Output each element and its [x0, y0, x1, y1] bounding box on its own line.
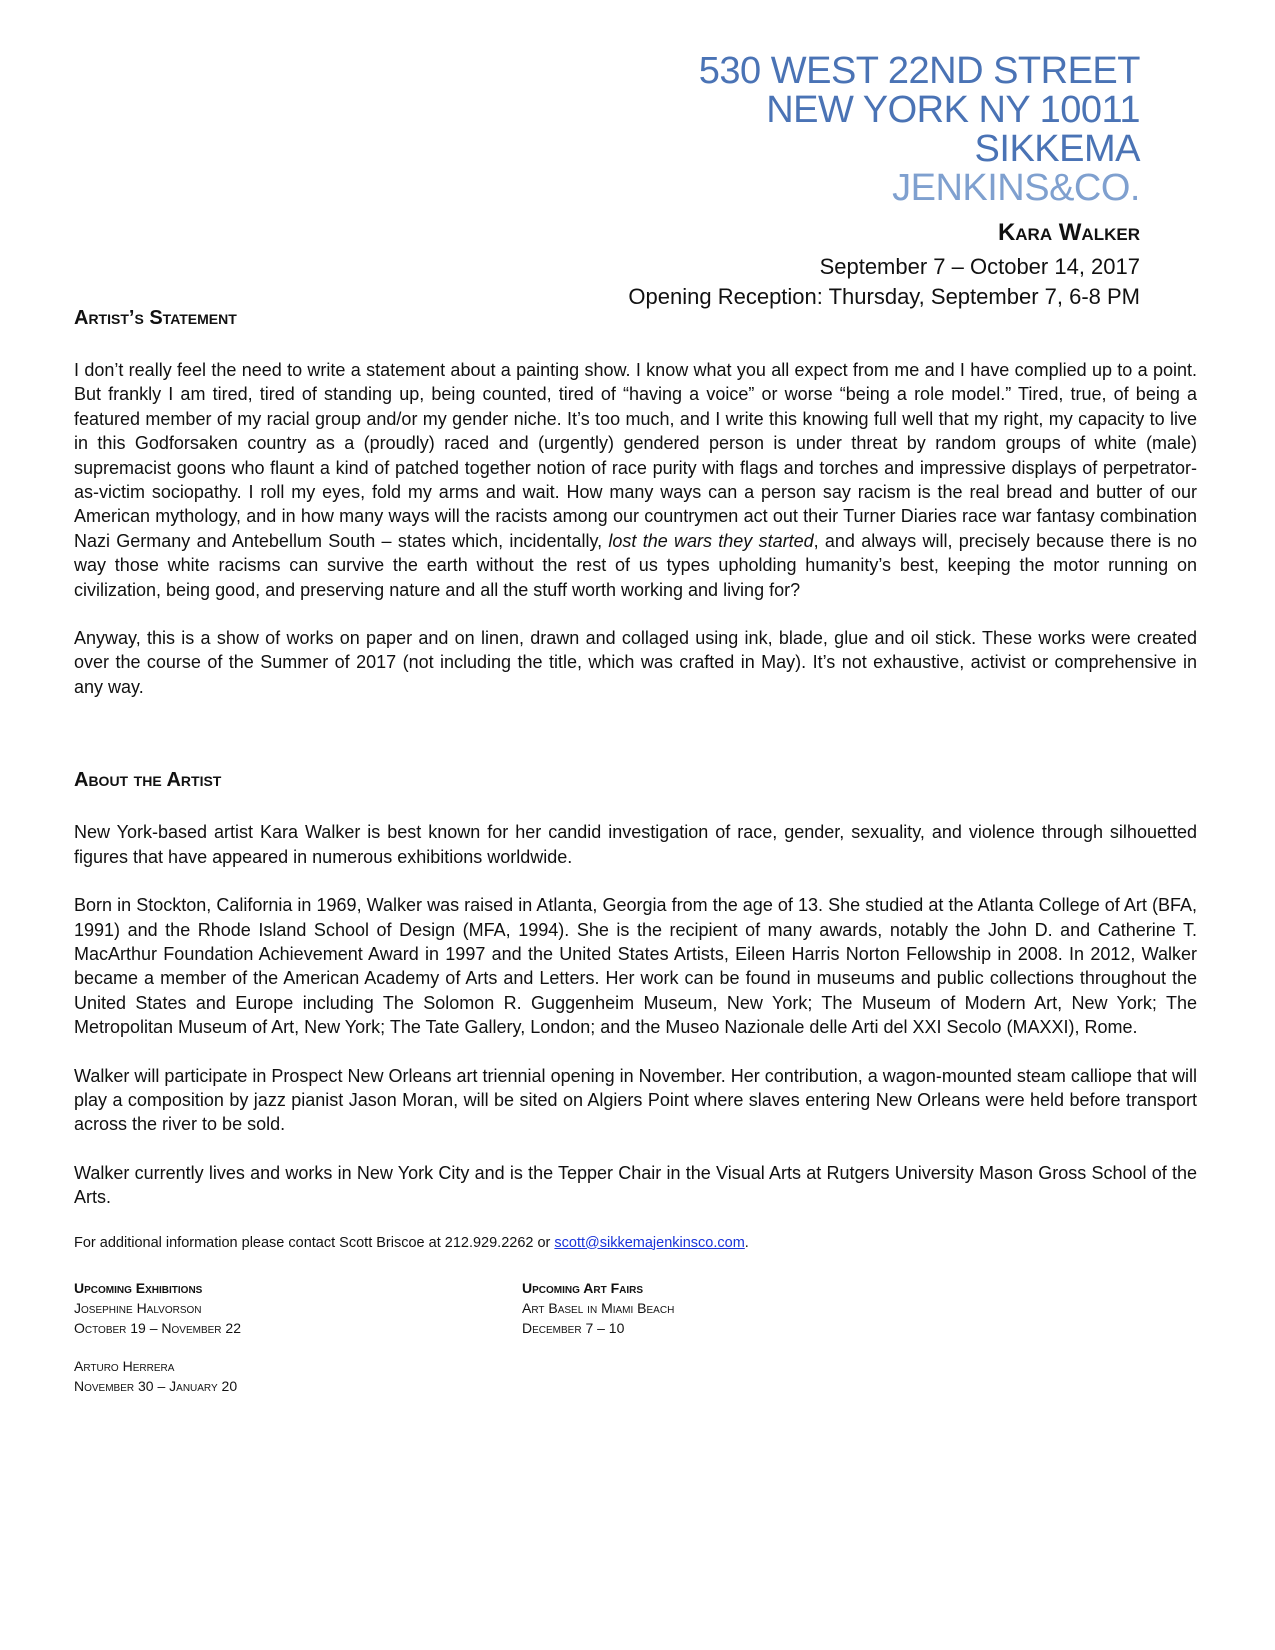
exhibition-name: Arturo Herrera — [74, 1357, 175, 1374]
address-line-1: 530 WEST 22ND STREET — [698, 50, 1140, 92]
gallery-name-line-1: SIKKEMA — [974, 128, 1140, 170]
artist-statement-heading: Artist’s Statement — [74, 307, 237, 329]
press-release-body — [74, 306, 1197, 1418]
contact-email-link[interactable]: scott@sikkemajenkinsco.com — [554, 1234, 745, 1251]
fair-entry — [522, 1298, 674, 1338]
section-spacer — [74, 723, 1197, 768]
opening-reception: Opening Reception: Thursday, September 7, 6-8 PM — [628, 284, 1140, 309]
contact-line — [74, 1234, 1197, 1252]
fair-dates: December 7 – 10 — [522, 1319, 625, 1336]
upcoming-exhibitions — [74, 1278, 241, 1414]
address-line-2: NEW YORK NY 10011 — [766, 89, 1140, 131]
statement-para1-text-a: I don’t really feel the need to write a statement about a painting show. I know what you all expect from me and I have complied up to a point. But frankly I am tired, tired of standing up, being counted, tired of “having a voice” or worse “being a role model.” Tired, true, of being a featured member of my racial group and/or my gender niche. It’s too much, and I write this knowing full well that my right, my capacity to live in this Godforsaken country as a (proudly) raced and (urgently) gendered person is under threat by random groups of white (male) supremacist goons who flaunt a kind of patched together notion of race purity with flags and torches and impressive displays of perpetrator-as-victim sociopathy. I roll my eyes, fold my arms and wait. How many ways can a person say racism is the real bread and butter of our American mythology, and in how many ways will the racists among our countrymen act out their Turner Diaries race war fantasy combination Nazi Germany and Antebellum South – states which, incidentally, — [74, 360, 1197, 551]
statement-para1-text-b: , and always will, precisely because there is no way those white racisms can survive the earth without the rest of us types upholding humanity’s best, keeping the motor running on civilization, being good, and preserving nature and all the stuff worth working and living for? — [74, 530, 1198, 600]
statement-paragraph-2: Anyway, this is a show of works on paper and on linen, drawn and collaged using ink, blade, glue and oil stick. These works were created over the course of the Summer of 2017 (not including the title, which was crafted in May). It’s not exhaustive, activist or comprehensive in any way. — [74, 628, 1197, 697]
exhibition-dates — [628, 252, 1140, 312]
about-paragraph-1: New York-based artist Kara Walker is best known for her candid investigation of race, gender, sexuality, and violence through silhouetted figures that have appeared in numerous exhibitions worldwide. — [74, 822, 1197, 867]
upcoming-section — [74, 1278, 1197, 1418]
artist-name: Kara Walker — [997, 219, 1140, 246]
exhibition-entry — [74, 1298, 241, 1338]
gallery-name-line-2: JENKINS&CO. — [892, 167, 1140, 209]
about-paragraph-3: Walker will participate in Prospect New Orleans art triennial opening in November. Her contribution, a wagon-mounted steam calliope that will play a composition by jazz pianist Jason Moran, will be sited on Algiers Point where slaves entering New Orleans were held before transport across the river to be sold. — [74, 1065, 1197, 1135]
about-paragraph-4: Walker currently lives and works in New York City and is the Tepper Chair in the Visual Arts at Rutgers University Mason Gross School of the Arts. — [74, 1162, 1197, 1208]
upcoming-fairs-title: Upcoming Art Fairs — [522, 1279, 644, 1296]
statement-paragraph-1 — [74, 358, 1197, 602]
gallery-logo — [628, 130, 1140, 208]
contact-end: . — [744, 1234, 749, 1251]
statement-para1-emphasis: lost the wars they started — [608, 530, 814, 551]
fair-name: Art Basel in Miami Beach — [522, 1299, 675, 1316]
exhibition-entry — [74, 1356, 241, 1396]
letterhead — [628, 52, 1140, 312]
exhibition-dates: November 30 – January 20 — [74, 1377, 238, 1394]
about-artist-heading: About the Artist — [74, 769, 222, 792]
about-paragraph-2: Born in Stockton, California in 1969, Walker was raised in Atlanta, Georgia from the age of 13. She studied at the Atlanta College of Art (BFA, 1991) and the Rhode Island School of Design (MFA, 1994). She is the recipient of many awards, notably the John D. and Catherine T. MacArthur Foundation Achievement Award in 1997 and the United States Artists, Eileen Harris Norton Fellowship in 2008. In 2012, Walker became a member of the American Academy of Arts and Letters. Her work can be found in museums and public collections throughout the United States and Europe including The Solomon R. Guggenheim Museum, New York; The Museum of Modern Art, New York; The Metropolitan Museum of Art, New York; The Tate Gallery, London; and the Museo Nazionale delle Arti del XXI Secolo (MAXXI), Rome. — [74, 895, 1197, 1038]
upcoming-art-fairs — [522, 1278, 674, 1356]
date-range: September 7 – October 14, 2017 — [819, 254, 1140, 279]
contact-text: For additional information please contact Scott Briscoe at 212.929.2262 or — [74, 1234, 555, 1251]
upcoming-exhibitions-title: Upcoming Exhibitions — [74, 1279, 203, 1296]
exhibition-dates: October 19 – November 22 — [74, 1319, 241, 1336]
exhibition-name: Josephine Halvorson — [74, 1299, 202, 1316]
